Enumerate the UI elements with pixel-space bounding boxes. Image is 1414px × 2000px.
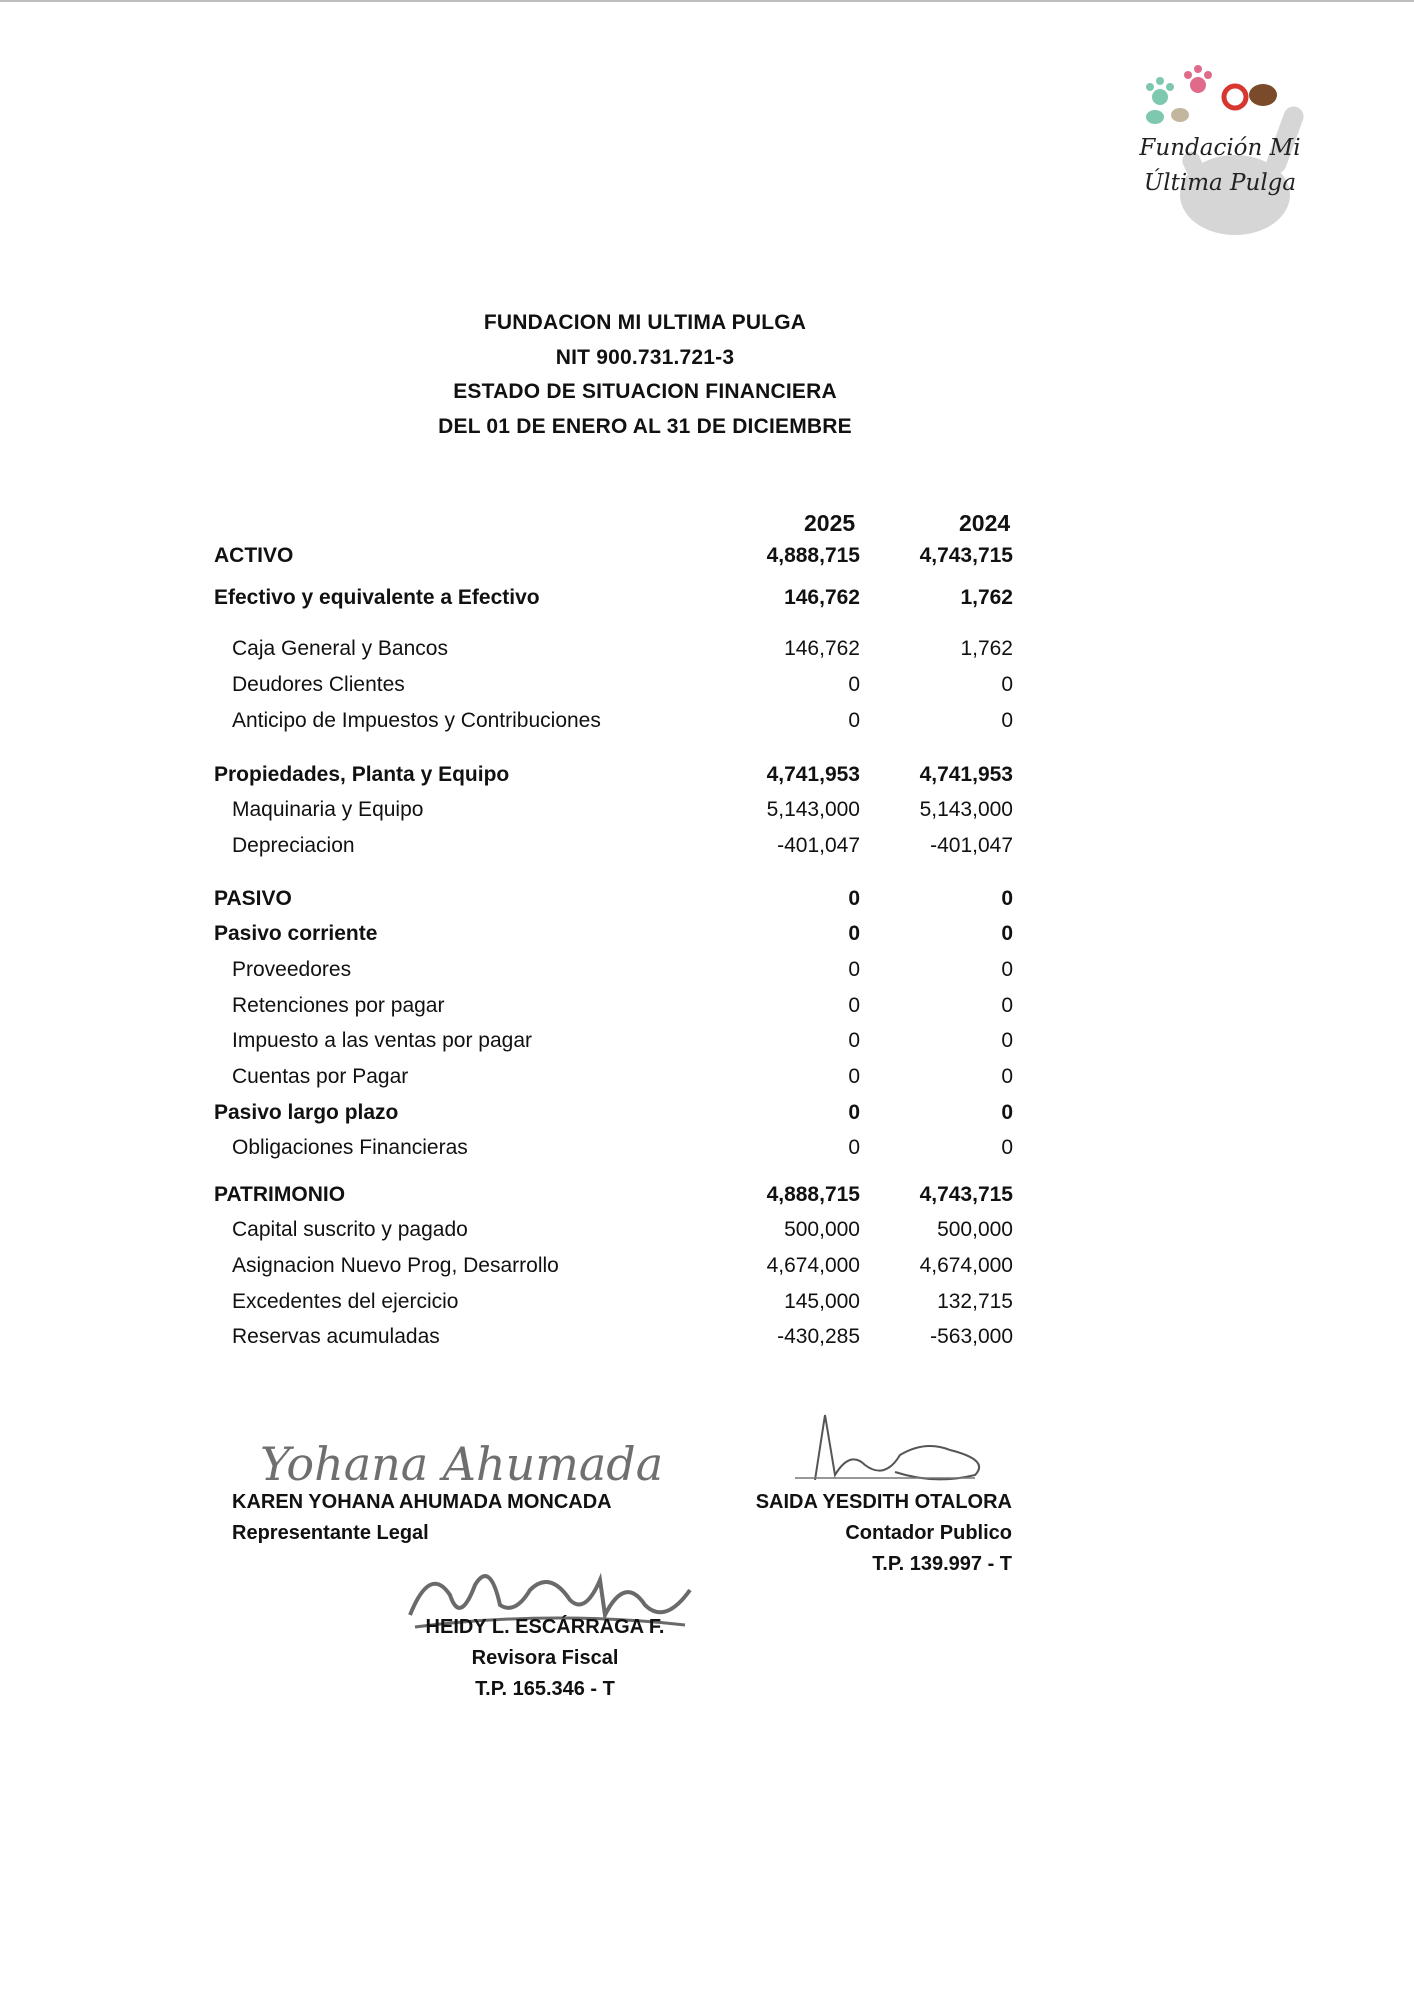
statement-title: ESTADO DE SITUACION FINANCIERA — [453, 380, 837, 403]
table-row — [0, 1029, 1414, 1059]
row-value-2024: 1,762 — [960, 637, 1013, 660]
svg-text:Fundación Mi: Fundación Mi — [1139, 135, 1301, 161]
table-row — [0, 1254, 1414, 1284]
table-row — [0, 1218, 1414, 1248]
row-value-2025: 4,888,715 — [766, 1183, 860, 1206]
table-row — [0, 544, 1414, 574]
row-label: Cuentas por Pagar — [232, 1065, 409, 1088]
row-value-2024: 5,143,000 — [919, 798, 1013, 821]
row-value-2025: 146,762 — [784, 586, 860, 609]
table-row — [0, 922, 1414, 952]
row-label: Reservas acumuladas — [232, 1325, 440, 1348]
row-label: Obligaciones Financieras — [232, 1136, 468, 1159]
row-value-2024: 4,743,715 — [919, 544, 1013, 567]
row-label: Anticipo de Impuestos y Contribuciones — [232, 709, 601, 732]
row-label: Asignacion Nuevo Prog, Desarrollo — [232, 1254, 559, 1277]
table-row — [0, 1101, 1414, 1131]
fiscal-auditor-license: T.P. 165.346 - T — [475, 1678, 615, 1700]
row-label: Depreciacion — [232, 834, 355, 857]
row-value-2025: -401,047 — [777, 834, 860, 857]
fiscal-auditor-name: HEIDY L. ESCÁRRAGA F. — [425, 1616, 665, 1638]
accountant-name: SAIDA YESDITH OTALORA — [755, 1491, 1012, 1513]
row-value-2024: 0 — [1001, 887, 1013, 910]
row-label: Excedentes del ejercicio — [232, 1290, 459, 1313]
fiscal-auditor-role: Revisora Fiscal — [471, 1647, 619, 1669]
row-value-2025: 500,000 — [784, 1218, 860, 1241]
row-value-2024: -401,047 — [930, 834, 1013, 857]
statement-period: DEL 01 DE ENERO AL 31 DE DICIEMBRE — [438, 414, 852, 438]
row-label: Efectivo y equivalente a Efectivo — [214, 586, 540, 609]
legal-rep-role: Representante Legal — [232, 1522, 429, 1544]
row-value-2024: 1,762 — [960, 586, 1013, 609]
row-value-2024: 132,715 — [937, 1290, 1013, 1313]
table-row — [0, 637, 1414, 667]
accountant-signature — [775, 1410, 1005, 1490]
row-value-2024: 500,000 — [937, 1218, 1013, 1241]
row-value-2025: 0 — [848, 994, 860, 1017]
table-row — [0, 798, 1414, 828]
row-label: Caja General y Bancos — [232, 637, 448, 660]
fiscal-auditor-block — [400, 1612, 690, 1705]
legal-rep-block — [232, 1487, 612, 1549]
row-value-2025: 0 — [848, 922, 860, 945]
row-label: Pasivo corriente — [214, 922, 378, 945]
row-label: Pasivo largo plazo — [214, 1101, 399, 1124]
row-value-2024: -563,000 — [930, 1325, 1013, 1348]
row-label: PATRIMONIO — [214, 1183, 346, 1206]
accountant-block — [700, 1487, 1012, 1580]
row-value-2024: 0 — [1001, 673, 1013, 696]
row-value-2024: 0 — [1001, 1029, 1013, 1052]
row-value-2025: 145,000 — [784, 1290, 860, 1313]
row-value-2024: 0 — [1001, 1101, 1013, 1124]
nit-number: NIT 900.731.721-3 — [555, 345, 735, 369]
statement-header — [300, 306, 990, 444]
row-label: Maquinaria y Equipo — [232, 798, 424, 821]
table-row — [0, 834, 1414, 864]
row-value-2024: 4,741,953 — [919, 763, 1013, 786]
row-label: Retenciones por pagar — [232, 994, 445, 1017]
table-row — [0, 958, 1414, 988]
row-value-2025: 0 — [848, 1065, 860, 1088]
row-value-2025: 4,888,715 — [766, 544, 860, 567]
row-value-2024: 0 — [1001, 1065, 1013, 1088]
table-row — [0, 887, 1414, 917]
row-value-2025: 5,143,000 — [766, 798, 860, 821]
row-value-2024: 0 — [1001, 958, 1013, 981]
row-value-2025: 0 — [848, 709, 860, 732]
row-value-2025: 146,762 — [784, 637, 860, 660]
row-value-2025: 4,741,953 — [766, 763, 860, 786]
accountant-role: Contador Publico — [845, 1522, 1012, 1544]
row-label: Propiedades, Planta y Equipo — [214, 763, 510, 786]
row-value-2024: 4,674,000 — [919, 1254, 1013, 1277]
column-year-2024: 2024 — [959, 510, 1011, 536]
row-value-2025: 0 — [848, 887, 860, 910]
row-value-2025: -430,285 — [777, 1325, 860, 1348]
svg-text:Última Pulga: Última Pulga — [1143, 170, 1297, 196]
org-name: FUNDACION MI ULTIMA PULGA — [483, 311, 807, 334]
row-value-2025: 4,674,000 — [766, 1254, 860, 1277]
table-row — [0, 586, 1414, 616]
handprint-paw-logo-icon — [1120, 55, 1320, 245]
table-row — [0, 673, 1414, 703]
table-row — [0, 1065, 1414, 1095]
top-border-line — [0, 0, 1414, 2]
table-row — [0, 763, 1414, 793]
row-label: Capital suscrito y pagado — [232, 1218, 468, 1241]
row-label: Proveedores — [232, 958, 352, 981]
row-value-2025: 0 — [848, 1029, 860, 1052]
row-value-2024: 4,743,715 — [919, 1183, 1013, 1206]
foundation-logo — [1120, 55, 1320, 245]
row-label: ACTIVO — [214, 544, 294, 567]
table-row — [0, 1136, 1414, 1166]
svg-text:Yohana Ahumada: Yohana Ahumada — [260, 1437, 664, 1491]
accountant-license: T.P. 139.997 - T — [872, 1553, 1012, 1575]
row-label: PASIVO — [214, 887, 292, 910]
row-value-2025: 0 — [848, 1101, 860, 1124]
row-value-2024: 0 — [1001, 709, 1013, 732]
column-year-2025: 2025 — [804, 510, 856, 536]
table-row — [0, 1183, 1414, 1213]
table-row — [0, 1290, 1414, 1320]
row-label: Impuesto a las ventas por pagar — [232, 1029, 533, 1052]
legal-rep-name: KAREN YOHANA AHUMADA MONCADA — [232, 1491, 612, 1513]
row-value-2025: 0 — [848, 958, 860, 981]
row-value-2024: 0 — [1001, 994, 1013, 1017]
row-value-2025: 0 — [848, 673, 860, 696]
table-row — [0, 1325, 1414, 1355]
row-value-2025: 0 — [848, 1136, 860, 1159]
table-row — [0, 994, 1414, 1024]
row-value-2024: 0 — [1001, 1136, 1013, 1159]
row-label: Deudores Clientes — [232, 673, 405, 696]
table-row — [0, 709, 1414, 739]
row-value-2024: 0 — [1001, 922, 1013, 945]
